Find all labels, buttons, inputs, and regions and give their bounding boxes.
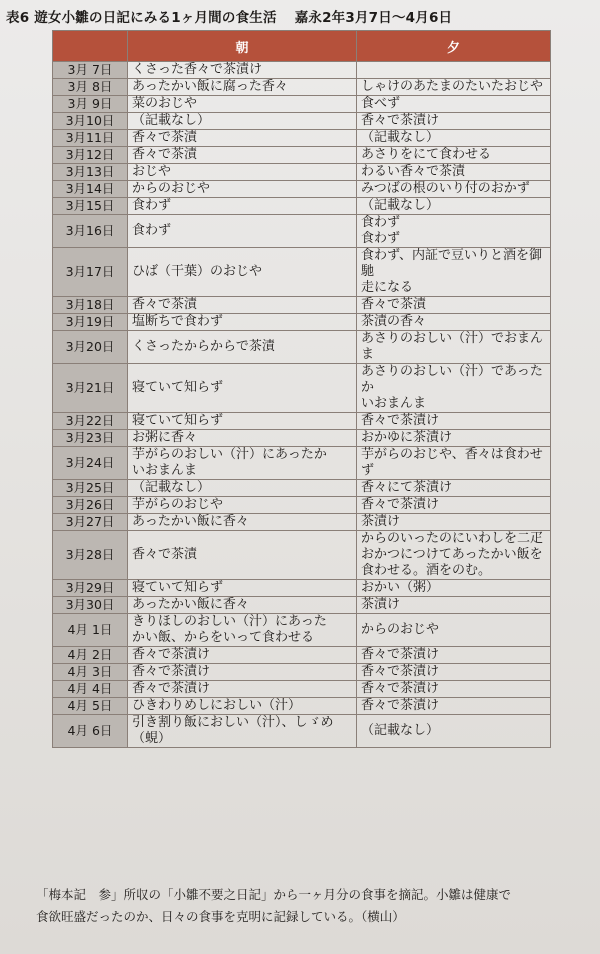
morning-cell: あったかい飯に香々 xyxy=(128,597,357,614)
evening-cell: 香々で茶漬け xyxy=(357,113,551,130)
date-cell: 3月18日 xyxy=(53,297,128,314)
morning-cell: 香々で茶漬け xyxy=(128,681,357,698)
evening-cell: 食わず 食わず xyxy=(357,215,551,248)
meal-table xyxy=(52,30,551,748)
header-morning: 朝 xyxy=(128,31,357,62)
date-cell: 3月15日 xyxy=(53,198,128,215)
morning-cell: きりほしのおしい（汁）にあった かい飯、からをいって食わせる xyxy=(128,614,357,647)
date-cell: 3月 9日 xyxy=(53,96,128,113)
table-row xyxy=(53,447,551,480)
date-cell: 3月22日 xyxy=(53,413,128,430)
table-row xyxy=(53,113,551,130)
morning-cell: からのおじや xyxy=(128,181,357,198)
table-row xyxy=(53,96,551,113)
morning-cell: （記載なし） xyxy=(128,480,357,497)
table-row xyxy=(53,181,551,198)
evening-cell: 香々にて茶漬け xyxy=(357,480,551,497)
morning-cell: ひきわりめしにおしい（汁） xyxy=(128,698,357,715)
table-row xyxy=(53,647,551,664)
table-row xyxy=(53,664,551,681)
morning-cell: 寝ていて知らず xyxy=(128,413,357,430)
date-cell: 3月10日 xyxy=(53,113,128,130)
evening-cell: （記載なし） xyxy=(357,130,551,147)
table-row xyxy=(53,215,551,248)
table-title xyxy=(6,6,596,26)
date-cell: 3月19日 xyxy=(53,314,128,331)
table-row xyxy=(53,413,551,430)
evening-cell: 香々で茶漬け xyxy=(357,647,551,664)
evening-cell: 香々で茶漬け xyxy=(357,497,551,514)
table-row xyxy=(53,248,551,297)
morning-cell: 香々で茶漬 xyxy=(128,297,357,314)
evening-cell: からのいったのにいわしを二疋 おかつにつけてあったかい飯を 食わせる。酒をのむ。 xyxy=(357,531,551,580)
date-cell: 3月30日 xyxy=(53,597,128,614)
date-cell: 4月 1日 xyxy=(53,614,128,647)
table-row xyxy=(53,297,551,314)
date-cell: 3月25日 xyxy=(53,480,128,497)
date-cell: 3月24日 xyxy=(53,447,128,480)
morning-cell: 香々で茶漬 xyxy=(128,531,357,580)
morning-cell: 寝ていて知らず xyxy=(128,364,357,413)
morning-cell: 引き割り飯におしい（汁）、しゞめ （蜆） xyxy=(128,715,357,748)
table-row xyxy=(53,497,551,514)
date-cell: 4月 5日 xyxy=(53,698,128,715)
morning-cell: 塩断ちで食わず xyxy=(128,314,357,331)
morning-cell: お粥に香々 xyxy=(128,430,357,447)
table-row xyxy=(53,698,551,715)
table-row xyxy=(53,164,551,181)
table-row xyxy=(53,62,551,79)
table-row xyxy=(53,715,551,748)
evening-cell: 食わず、内証で豆いりと酒を御馳 走になる xyxy=(357,248,551,297)
evening-cell: 香々で茶漬 xyxy=(357,297,551,314)
date-cell: 3月20日 xyxy=(53,331,128,364)
date-cell: 3月23日 xyxy=(53,430,128,447)
evening-cell xyxy=(357,62,551,79)
morning-cell: 香々で茶漬 xyxy=(128,147,357,164)
table-row xyxy=(53,364,551,413)
date-cell: 3月16日 xyxy=(53,215,128,248)
table-row xyxy=(53,480,551,497)
table-header-row xyxy=(53,31,551,62)
table-row xyxy=(53,681,551,698)
date-cell: 3月13日 xyxy=(53,164,128,181)
table-row xyxy=(53,597,551,614)
evening-cell: 茶漬け xyxy=(357,597,551,614)
date-cell: 4月 2日 xyxy=(53,647,128,664)
table-title-period: 嘉永2年3月7日～4月6日 xyxy=(294,10,453,26)
date-cell: 3月27日 xyxy=(53,514,128,531)
table-body xyxy=(53,62,551,748)
morning-cell: 寝ていて知らず xyxy=(128,580,357,597)
evening-cell: あさりのおしい（汁）であったか いおまんま xyxy=(357,364,551,413)
morning-cell: 菜のおじや xyxy=(128,96,357,113)
table-row xyxy=(53,130,551,147)
header-date xyxy=(53,31,128,62)
morning-cell: あったかい飯に香々 xyxy=(128,514,357,531)
date-cell: 4月 4日 xyxy=(53,681,128,698)
date-cell: 3月12日 xyxy=(53,147,128,164)
header-evening: 夕 xyxy=(357,31,551,62)
evening-cell: あさりをにて食わせる xyxy=(357,147,551,164)
morning-cell: ひば（干葉）のおじや xyxy=(128,248,357,297)
table-row xyxy=(53,147,551,164)
evening-cell: 茶漬の香々 xyxy=(357,314,551,331)
morning-cell: （記載なし） xyxy=(128,113,357,130)
evening-cell: 茶漬け xyxy=(357,514,551,531)
evening-cell: おかい（粥） xyxy=(357,580,551,597)
date-cell: 3月21日 xyxy=(53,364,128,413)
morning-cell: くさった香々で茶漬け xyxy=(128,62,357,79)
date-cell: 4月 3日 xyxy=(53,664,128,681)
table-row xyxy=(53,79,551,96)
table-row xyxy=(53,430,551,447)
evening-cell: 食べず xyxy=(357,96,551,113)
table-row xyxy=(53,531,551,580)
evening-cell: みつばの根のいり付のおかず xyxy=(357,181,551,198)
table-row xyxy=(53,198,551,215)
evening-cell: おかゆに茶漬け xyxy=(357,430,551,447)
evening-cell: （記載なし） xyxy=(357,715,551,748)
table-title-main: 表6 遊女小雛の日記にみる1ヶ月間の食生活 xyxy=(6,10,277,26)
date-cell: 3月 8日 xyxy=(53,79,128,96)
date-cell: 3月11日 xyxy=(53,130,128,147)
evening-cell: 香々で茶漬け xyxy=(357,698,551,715)
morning-cell: 芋がらのおしい（汁）にあったか いおまんま xyxy=(128,447,357,480)
table-row xyxy=(53,614,551,647)
morning-cell: くさったからからで茶漬 xyxy=(128,331,357,364)
evening-cell: 香々で茶漬け xyxy=(357,681,551,698)
morning-cell: おじや xyxy=(128,164,357,181)
evening-cell: 芋がらのおじや、香々は食わせず xyxy=(357,447,551,480)
evening-cell: わるい香々で茶漬 xyxy=(357,164,551,181)
evening-cell: 香々で茶漬け xyxy=(357,664,551,681)
morning-cell: 食わず xyxy=(128,215,357,248)
morning-cell: 香々で茶漬 xyxy=(128,130,357,147)
date-cell: 4月 6日 xyxy=(53,715,128,748)
table-row xyxy=(53,514,551,531)
morning-cell: 香々で茶漬け xyxy=(128,647,357,664)
morning-cell: 食わず xyxy=(128,198,357,215)
date-cell: 3月29日 xyxy=(53,580,128,597)
evening-cell: 香々で茶漬け xyxy=(357,413,551,430)
date-cell: 3月26日 xyxy=(53,497,128,514)
evening-cell: しゃけのあたまのたいたおじや xyxy=(357,79,551,96)
evening-cell: あさりのおしい（汁）でおまんま xyxy=(357,331,551,364)
table-row xyxy=(53,314,551,331)
date-cell: 3月14日 xyxy=(53,181,128,198)
evening-cell: （記載なし） xyxy=(357,198,551,215)
morning-cell: あったかい飯に腐った香々 xyxy=(128,79,357,96)
morning-cell: 香々で茶漬け xyxy=(128,664,357,681)
evening-cell: からのおじや xyxy=(357,614,551,647)
date-cell: 3月 7日 xyxy=(53,62,128,79)
table-row xyxy=(53,580,551,597)
date-cell: 3月17日 xyxy=(53,248,128,297)
morning-cell: 芋がらのおじや xyxy=(128,497,357,514)
caption: 「梅本記 参」所収の「小雛不要之日記」から一ヶ月分の食事を摘記。小雛は健康で 食欲旺盛だったのか、日々の食事を克明に記録している。（横山） xyxy=(36,887,512,924)
date-cell: 3月28日 xyxy=(53,531,128,580)
table-row xyxy=(53,331,551,364)
